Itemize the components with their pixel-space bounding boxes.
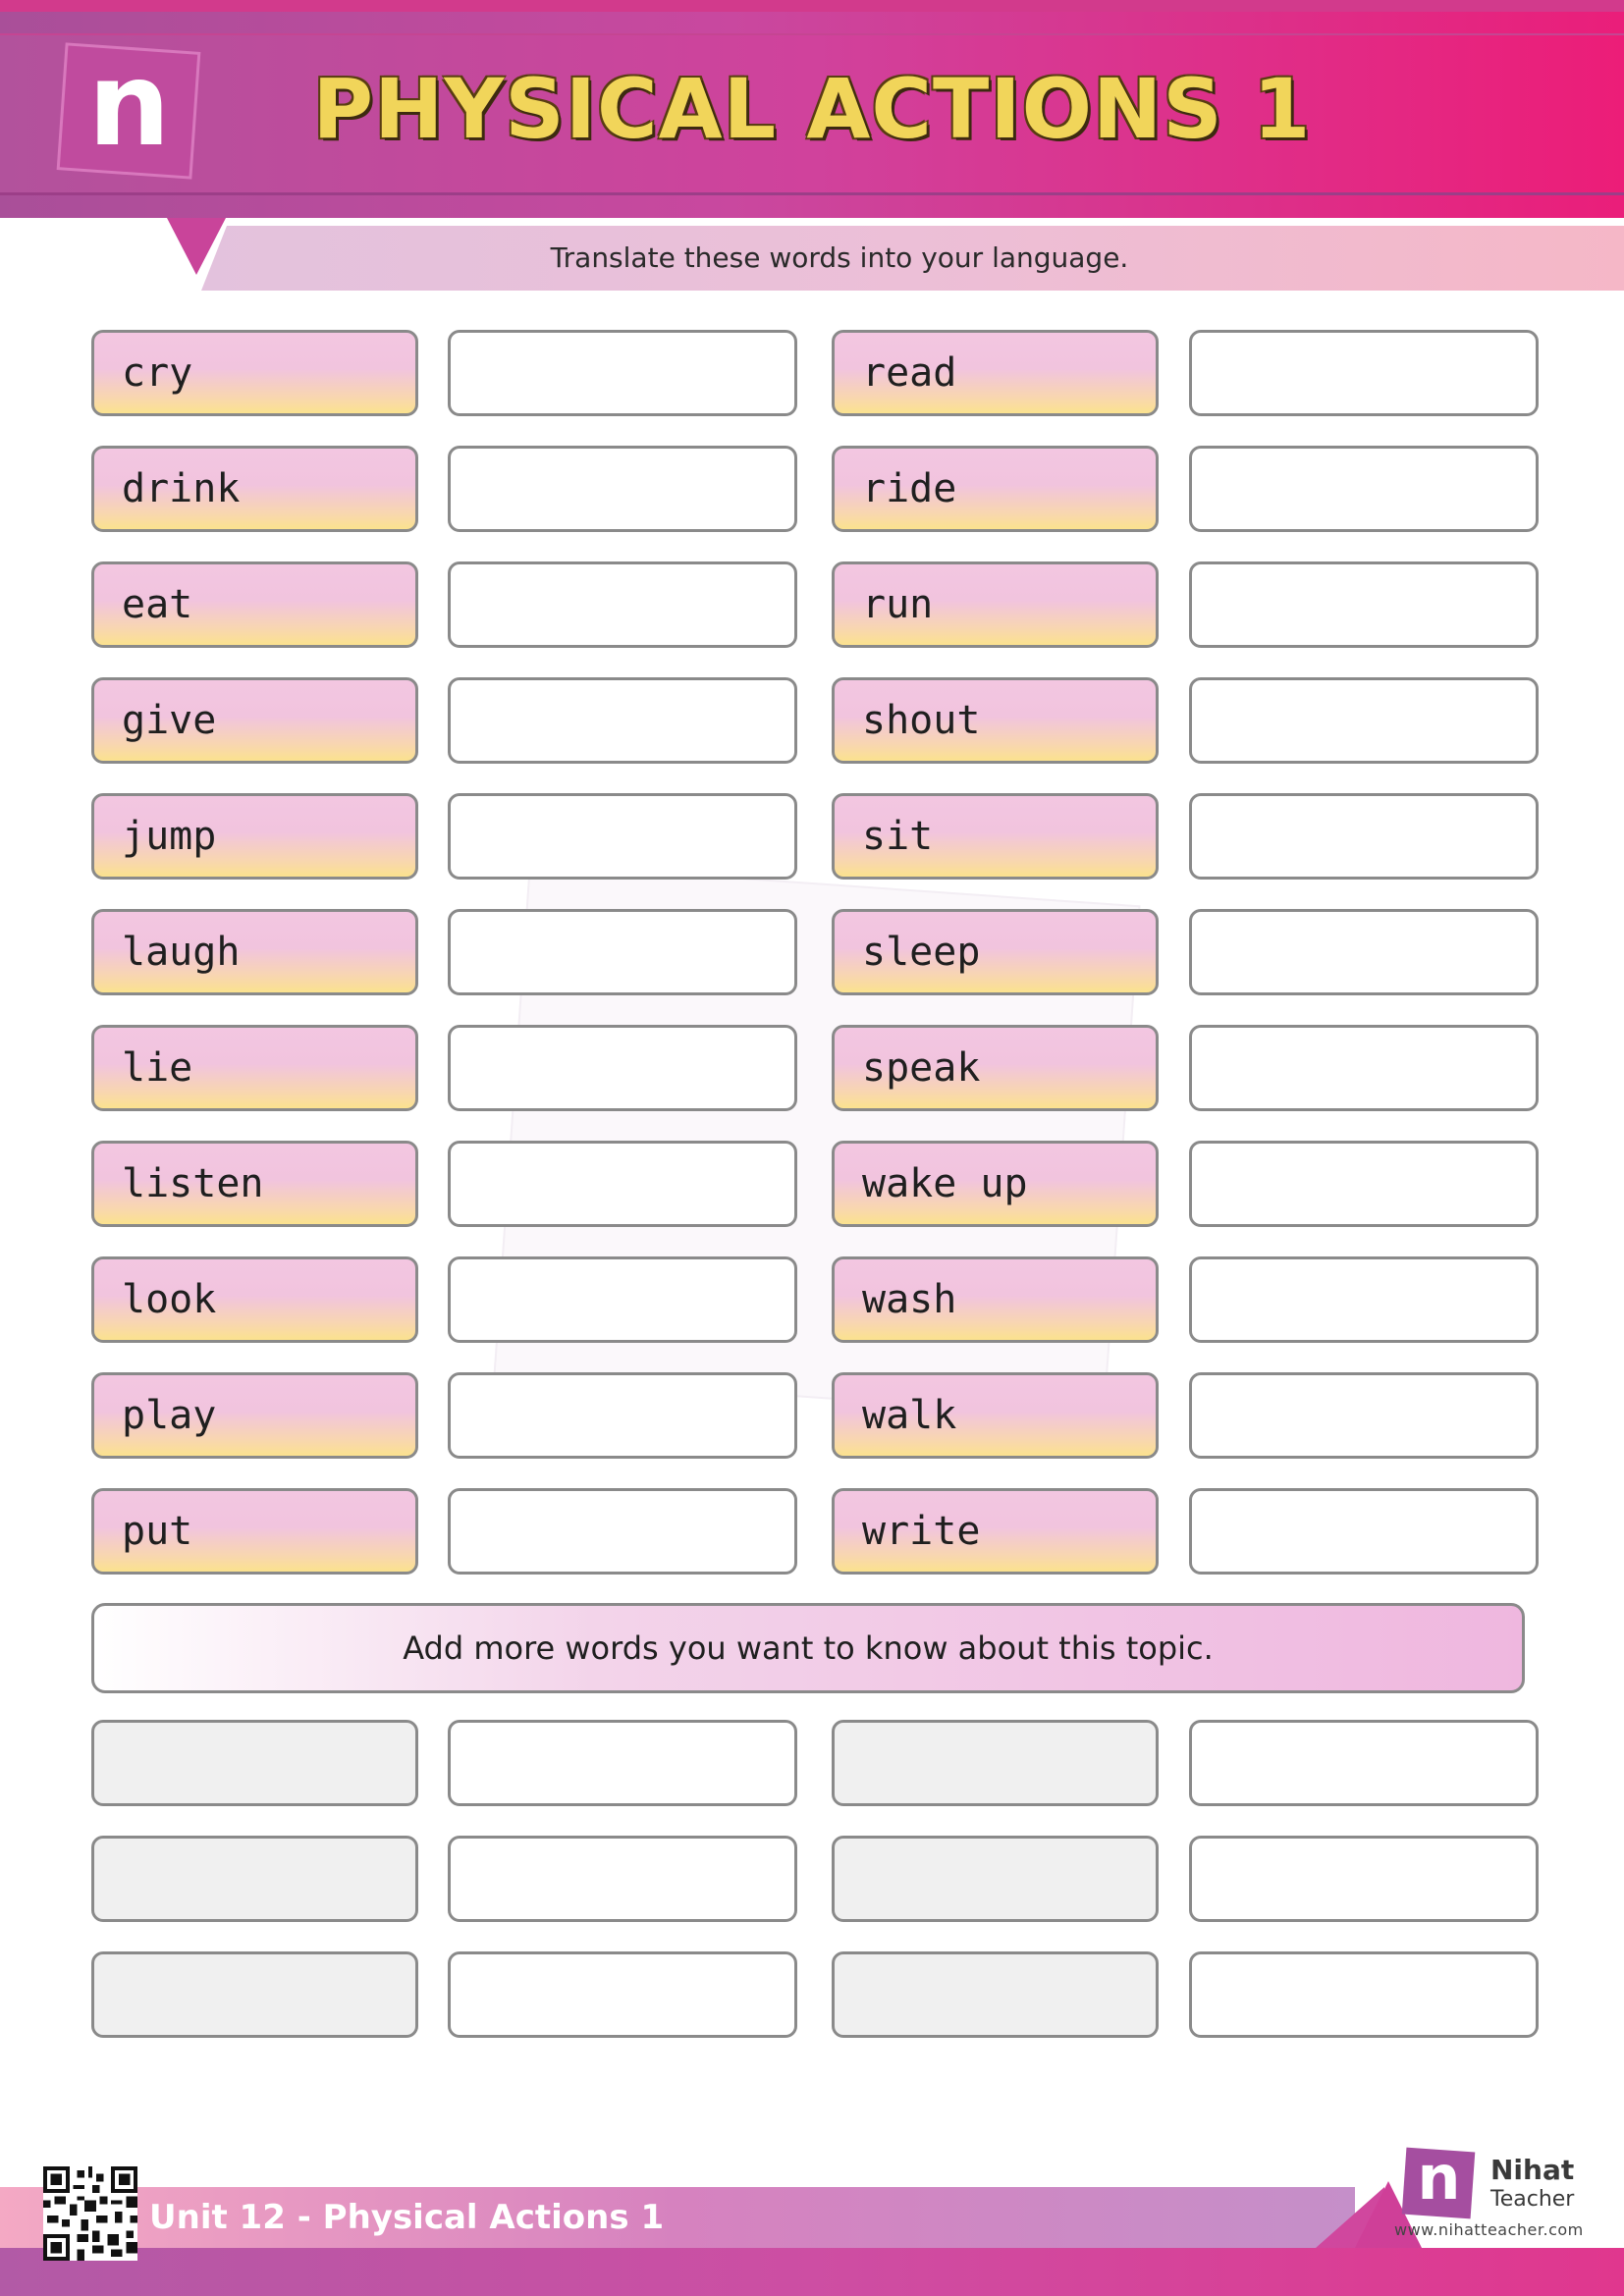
word-card: lie [91, 1025, 418, 1111]
qr-code[interactable] [43, 2166, 137, 2261]
translation-field[interactable] [1189, 793, 1539, 880]
word-card: laugh [91, 909, 418, 995]
unit-label: Unit 12 - Physical Actions 1 [149, 2198, 665, 2237]
translation-field[interactable] [448, 677, 797, 764]
extra-word-field[interactable] [832, 1836, 1159, 1922]
translation-field[interactable] [448, 1488, 797, 1575]
word-card: ride [832, 446, 1159, 532]
translation-field[interactable] [448, 330, 797, 416]
translation-field[interactable] [1189, 561, 1539, 648]
word-card: drink [91, 446, 418, 532]
brand-subtitle: Teacher [1490, 2187, 1575, 2212]
page-title: PHYSICAL ACTIONS 1 [312, 61, 1312, 157]
more-words-banner: Add more words you want to know about this topic. [91, 1603, 1525, 1693]
qr-code-icon [43, 2166, 137, 2261]
brand-name: Nihat [1490, 2154, 1575, 2186]
word-card: walk [832, 1372, 1159, 1459]
translation-field[interactable] [448, 909, 797, 995]
translation-field[interactable] [448, 446, 797, 532]
translation-field[interactable] [448, 1372, 797, 1459]
translation-field[interactable] [1189, 330, 1539, 416]
extra-translation-field[interactable] [1189, 1951, 1539, 2038]
word-card: sleep [832, 909, 1159, 995]
brand-logo [1402, 2142, 1476, 2219]
translation-field[interactable] [1189, 909, 1539, 995]
word-card: look [91, 1256, 418, 1343]
divider [0, 218, 1624, 226]
extra-translation-field[interactable] [1189, 1720, 1539, 1806]
translation-field[interactable] [1189, 1488, 1539, 1575]
extra-word-field[interactable] [91, 1720, 418, 1806]
extra-word-field[interactable] [832, 1720, 1159, 1806]
translation-field[interactable] [1189, 1372, 1539, 1459]
translation-field[interactable] [448, 561, 797, 648]
extra-word-field[interactable] [91, 1836, 418, 1922]
translation-field[interactable] [448, 1256, 797, 1343]
word-card: write [832, 1488, 1159, 1575]
word-card: listen [91, 1141, 418, 1227]
instruction-text: Translate these words into your language. [550, 241, 1129, 274]
translation-field[interactable] [1189, 1141, 1539, 1227]
header-top-stripe [0, 0, 1624, 12]
extra-word-field[interactable] [91, 1951, 418, 2038]
translation-field[interactable] [1189, 1025, 1539, 1111]
extra-translation-field[interactable] [448, 1951, 797, 2038]
word-card: read [832, 330, 1159, 416]
word-card: eat [91, 561, 418, 648]
word-card: wake up [832, 1141, 1159, 1227]
translation-field[interactable] [1189, 1256, 1539, 1343]
word-card: jump [91, 793, 418, 880]
word-card: give [91, 677, 418, 764]
word-card: sit [832, 793, 1159, 880]
translation-field[interactable] [1189, 677, 1539, 764]
extra-translation-field[interactable] [448, 1720, 797, 1806]
extra-word-field[interactable] [832, 1951, 1159, 2038]
translation-field[interactable] [448, 793, 797, 880]
extra-translation-field[interactable] [1189, 1836, 1539, 1922]
translation-field[interactable] [448, 1141, 797, 1227]
logo-letter: n [87, 36, 171, 173]
extra-translation-field[interactable] [448, 1836, 797, 1922]
word-card: wash [832, 1256, 1159, 1343]
footer-base [0, 2248, 1624, 2296]
brand-logo-letter: n [1417, 2142, 1461, 2215]
word-card: shout [832, 677, 1159, 764]
word-card: run [832, 561, 1159, 648]
header [0, 0, 1624, 218]
word-card: play [91, 1372, 418, 1459]
brand-url[interactable]: www.nihatteacher.com [1394, 2220, 1584, 2239]
word-card: put [91, 1488, 418, 1575]
translation-field[interactable] [448, 1025, 797, 1111]
word-card: cry [91, 330, 418, 416]
translation-field[interactable] [1189, 446, 1539, 532]
word-card: speak [832, 1025, 1159, 1111]
